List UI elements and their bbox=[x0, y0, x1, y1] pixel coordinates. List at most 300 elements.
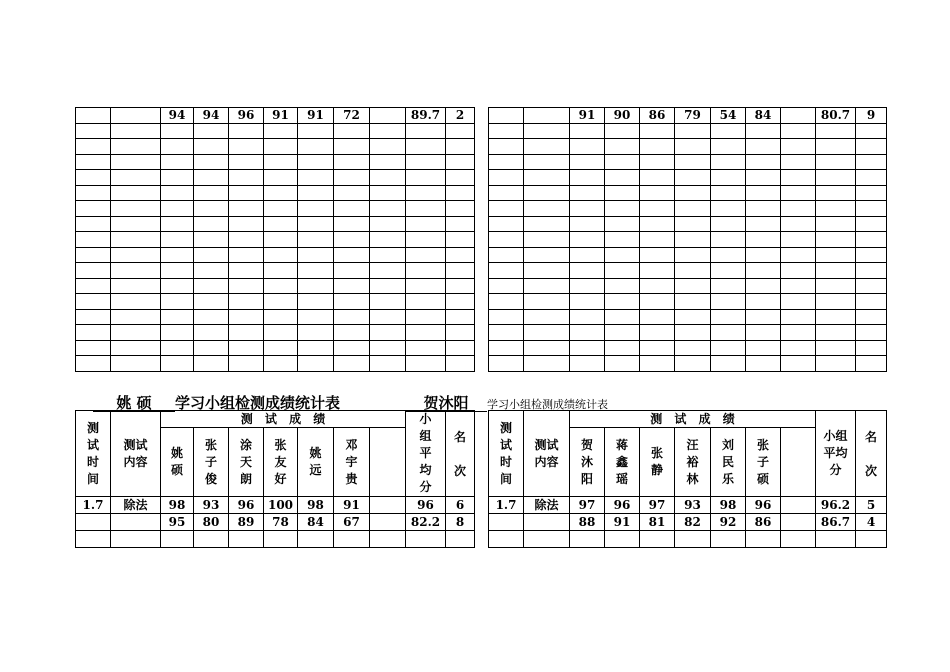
table-cell bbox=[446, 185, 475, 201]
table-cell bbox=[406, 154, 446, 170]
table-cell bbox=[524, 170, 570, 186]
table-gap-cell bbox=[475, 123, 489, 139]
table-cell bbox=[675, 170, 711, 186]
table-cell bbox=[446, 139, 475, 155]
table-cell bbox=[334, 325, 370, 341]
table-cell bbox=[489, 170, 524, 186]
table-cell bbox=[446, 216, 475, 232]
table-cell bbox=[570, 278, 605, 294]
group2-data-cell: 88 bbox=[570, 514, 605, 531]
table-cell bbox=[570, 294, 605, 310]
table-cell bbox=[298, 247, 334, 263]
table-cell bbox=[264, 170, 298, 186]
group2-data-cell: 4 bbox=[856, 514, 887, 531]
top-table-empty-row bbox=[76, 139, 887, 155]
table-cell bbox=[570, 154, 605, 170]
table-cell bbox=[264, 201, 298, 217]
table-cell bbox=[524, 201, 570, 217]
group2-member-name: 张 子 硕 bbox=[746, 428, 781, 497]
table-cell bbox=[111, 294, 161, 310]
table-cell bbox=[194, 123, 229, 139]
table-gap-cell bbox=[475, 263, 489, 279]
group1-data-cell: 84 bbox=[298, 514, 334, 531]
group1-member-name: 涂 天 朗 bbox=[229, 428, 264, 497]
table-cell bbox=[161, 325, 194, 341]
table-cell bbox=[746, 247, 781, 263]
table-cell bbox=[334, 263, 370, 279]
table-cell bbox=[76, 216, 111, 232]
table-cell bbox=[640, 139, 675, 155]
group1-data-cell: 67 bbox=[334, 514, 370, 531]
group1-header-time: 测 试 时 间 bbox=[76, 411, 111, 497]
table-cell bbox=[816, 216, 856, 232]
table-cell bbox=[856, 309, 887, 325]
table-cell bbox=[675, 263, 711, 279]
table-cell bbox=[524, 263, 570, 279]
table-cell bbox=[781, 356, 816, 372]
top-table-empty-row bbox=[76, 154, 887, 170]
table-cell bbox=[711, 278, 746, 294]
table-cell bbox=[370, 108, 406, 124]
group2-member-name: 汪 裕 林 bbox=[675, 428, 711, 497]
table-cell bbox=[711, 139, 746, 155]
table-cell bbox=[229, 216, 264, 232]
table-cell bbox=[605, 216, 640, 232]
group2-member-name: 贺 沐 阳 bbox=[570, 428, 605, 497]
table-cell bbox=[640, 154, 675, 170]
group-header-row bbox=[76, 411, 887, 428]
table-cell bbox=[746, 340, 781, 356]
table-cell bbox=[816, 340, 856, 356]
table-cell bbox=[334, 123, 370, 139]
group1-data-cell bbox=[406, 531, 446, 548]
table-cell bbox=[781, 325, 816, 341]
table-cell bbox=[76, 185, 111, 201]
table-cell bbox=[406, 170, 446, 186]
table-cell bbox=[711, 216, 746, 232]
group1-header-content: 测试 内容 bbox=[111, 411, 161, 497]
table-cell: 80.7 bbox=[816, 108, 856, 124]
group1-header-scores: 测 试 成 绩 bbox=[161, 411, 406, 428]
table-cell: 91 bbox=[298, 108, 334, 124]
group1-data-cell: 98 bbox=[161, 497, 194, 514]
table-cell bbox=[746, 232, 781, 248]
table-cell bbox=[489, 108, 524, 124]
table-cell bbox=[781, 428, 816, 497]
table-cell bbox=[229, 356, 264, 372]
table-cell bbox=[264, 123, 298, 139]
table-cell bbox=[229, 294, 264, 310]
group1-member-name: 姚 硕 bbox=[161, 428, 194, 497]
table-cell bbox=[406, 263, 446, 279]
group-data-row bbox=[76, 497, 887, 514]
table-cell bbox=[640, 170, 675, 186]
table-cell bbox=[229, 340, 264, 356]
table-cell bbox=[570, 201, 605, 217]
table-cell bbox=[406, 278, 446, 294]
table-cell bbox=[570, 232, 605, 248]
table-cell bbox=[229, 154, 264, 170]
table-cell bbox=[446, 123, 475, 139]
table-cell bbox=[370, 123, 406, 139]
table-cell bbox=[570, 139, 605, 155]
table-cell bbox=[229, 185, 264, 201]
table-cell bbox=[675, 294, 711, 310]
table-gap-cell bbox=[475, 170, 489, 186]
table-cell bbox=[264, 309, 298, 325]
group1-data-cell bbox=[76, 531, 111, 548]
table-cell bbox=[264, 185, 298, 201]
group2-data-cell: 82 bbox=[675, 514, 711, 531]
table-cell bbox=[370, 309, 406, 325]
table-gap-cell bbox=[475, 278, 489, 294]
table-cell: 2 bbox=[446, 108, 475, 124]
table-cell bbox=[675, 340, 711, 356]
group1-member-name: 张 友 好 bbox=[264, 428, 298, 497]
table-cell bbox=[711, 123, 746, 139]
table-cell bbox=[76, 340, 111, 356]
top-table-empty-row bbox=[76, 309, 887, 325]
table-gap-cell bbox=[475, 497, 489, 514]
table-cell bbox=[711, 325, 746, 341]
table-cell bbox=[746, 139, 781, 155]
group2-data-cell bbox=[711, 531, 746, 548]
table-cell bbox=[264, 325, 298, 341]
table-cell bbox=[570, 340, 605, 356]
table-cell bbox=[570, 247, 605, 263]
group1-data-cell: 78 bbox=[264, 514, 298, 531]
table-cell bbox=[446, 247, 475, 263]
table-cell bbox=[640, 201, 675, 217]
table-cell bbox=[605, 123, 640, 139]
group2-header-avg: 小组 平均 分 bbox=[816, 411, 856, 497]
group2-data-cell bbox=[489, 514, 524, 531]
group1-data-cell bbox=[111, 531, 161, 548]
table-cell bbox=[406, 340, 446, 356]
table-cell bbox=[111, 325, 161, 341]
table-cell bbox=[489, 294, 524, 310]
table-cell bbox=[816, 170, 856, 186]
table-cell bbox=[298, 154, 334, 170]
table-cell bbox=[711, 309, 746, 325]
table-cell bbox=[856, 294, 887, 310]
group2-data-cell bbox=[781, 531, 816, 548]
table-cell bbox=[406, 232, 446, 248]
table-cell bbox=[446, 232, 475, 248]
table-cell bbox=[746, 356, 781, 372]
group2-data-cell: 除法 bbox=[524, 497, 570, 514]
table-cell bbox=[605, 294, 640, 310]
table-cell bbox=[111, 356, 161, 372]
table-cell bbox=[489, 216, 524, 232]
table-gap-cell bbox=[475, 411, 489, 497]
group2-data-cell: 81 bbox=[640, 514, 675, 531]
table-cell bbox=[298, 139, 334, 155]
table-cell bbox=[298, 232, 334, 248]
table-cell bbox=[781, 216, 816, 232]
group1-leader-name: 姚 硕 bbox=[93, 392, 175, 412]
table-cell bbox=[816, 356, 856, 372]
table-cell bbox=[76, 247, 111, 263]
table-cell bbox=[816, 232, 856, 248]
table-cell bbox=[194, 340, 229, 356]
group2-member-name: 蒋 鑫 瑶 bbox=[605, 428, 640, 497]
group1-data-cell: 98 bbox=[298, 497, 334, 514]
table-gap-cell bbox=[475, 531, 489, 548]
table-cell bbox=[856, 185, 887, 201]
table-cell bbox=[675, 325, 711, 341]
table-cell bbox=[446, 201, 475, 217]
group2-member-name: 张 静 bbox=[640, 428, 675, 497]
table-cell bbox=[161, 263, 194, 279]
table-cell bbox=[856, 216, 887, 232]
table-cell bbox=[161, 170, 194, 186]
table-cell bbox=[229, 325, 264, 341]
group1-member-name: 邓 宇 贵 bbox=[334, 428, 370, 497]
table-cell bbox=[605, 325, 640, 341]
table-cell bbox=[76, 232, 111, 248]
group2-data-cell bbox=[524, 514, 570, 531]
table-cell bbox=[856, 154, 887, 170]
table-cell bbox=[76, 325, 111, 341]
table-cell bbox=[298, 201, 334, 217]
group1-data-cell: 100 bbox=[264, 497, 298, 514]
table-cell bbox=[264, 278, 298, 294]
table-cell bbox=[446, 294, 475, 310]
top-table-empty-row bbox=[76, 232, 887, 248]
table-cell bbox=[161, 201, 194, 217]
table-cell bbox=[489, 309, 524, 325]
table-cell: 79 bbox=[675, 108, 711, 124]
table-cell bbox=[370, 428, 406, 497]
table-cell bbox=[570, 123, 605, 139]
table-cell bbox=[334, 309, 370, 325]
table-cell bbox=[675, 247, 711, 263]
table-cell bbox=[264, 139, 298, 155]
table-cell bbox=[781, 139, 816, 155]
table-cell bbox=[334, 139, 370, 155]
table-cell bbox=[640, 309, 675, 325]
table-cell bbox=[76, 154, 111, 170]
table-cell bbox=[334, 170, 370, 186]
table-cell bbox=[570, 356, 605, 372]
group2-header-time: 测 试 时 间 bbox=[489, 411, 524, 497]
table-cell bbox=[264, 263, 298, 279]
table-cell bbox=[229, 201, 264, 217]
table-cell bbox=[298, 185, 334, 201]
table-cell bbox=[370, 201, 406, 217]
table-cell bbox=[675, 201, 711, 217]
group2-header-rank: 名 次 bbox=[856, 411, 887, 497]
table-cell bbox=[194, 263, 229, 279]
table-cell bbox=[161, 232, 194, 248]
table-cell bbox=[856, 139, 887, 155]
table-gap-cell bbox=[475, 340, 489, 356]
table-cell bbox=[334, 216, 370, 232]
table-cell bbox=[605, 185, 640, 201]
table-cell bbox=[746, 170, 781, 186]
group2-data-cell: 91 bbox=[605, 514, 640, 531]
table-cell bbox=[370, 356, 406, 372]
table-cell bbox=[406, 123, 446, 139]
table-cell bbox=[406, 309, 446, 325]
top-table-empty-row bbox=[76, 356, 887, 372]
table-cell bbox=[298, 356, 334, 372]
table-cell bbox=[489, 247, 524, 263]
table-cell bbox=[406, 139, 446, 155]
table-cell bbox=[229, 139, 264, 155]
table-cell bbox=[334, 294, 370, 310]
table-cell bbox=[605, 278, 640, 294]
group2-data-cell bbox=[781, 497, 816, 514]
table-cell bbox=[161, 154, 194, 170]
table-cell bbox=[856, 356, 887, 372]
table-cell: 90 bbox=[605, 108, 640, 124]
group1-data-cell bbox=[76, 514, 111, 531]
table-cell bbox=[111, 170, 161, 186]
table-gap-cell bbox=[475, 232, 489, 248]
table-cell bbox=[76, 309, 111, 325]
table-cell bbox=[675, 309, 711, 325]
table-cell bbox=[370, 216, 406, 232]
table-cell bbox=[856, 263, 887, 279]
table-cell bbox=[856, 340, 887, 356]
table-cell bbox=[194, 185, 229, 201]
group1-data-cell: 1.7 bbox=[76, 497, 111, 514]
table-cell bbox=[406, 247, 446, 263]
table-cell bbox=[489, 123, 524, 139]
table-cell: 94 bbox=[194, 108, 229, 124]
table-cell bbox=[229, 232, 264, 248]
group2-data-cell: 5 bbox=[856, 497, 887, 514]
table-cell bbox=[406, 201, 446, 217]
table-cell bbox=[675, 185, 711, 201]
table-cell bbox=[489, 325, 524, 341]
table-cell bbox=[781, 154, 816, 170]
top-table-empty-row bbox=[76, 201, 887, 217]
group1-header-rank: 名 次 bbox=[446, 411, 475, 497]
table-cell bbox=[640, 232, 675, 248]
table-cell bbox=[781, 309, 816, 325]
table-cell bbox=[816, 325, 856, 341]
table-cell bbox=[298, 294, 334, 310]
table-cell bbox=[781, 247, 816, 263]
table-cell bbox=[570, 309, 605, 325]
table-cell bbox=[816, 294, 856, 310]
table-cell bbox=[264, 232, 298, 248]
group1-member-name: 张 子 俊 bbox=[194, 428, 229, 497]
table-cell bbox=[194, 232, 229, 248]
table-cell bbox=[111, 185, 161, 201]
table-cell bbox=[334, 340, 370, 356]
table-cell bbox=[524, 325, 570, 341]
table-cell bbox=[161, 123, 194, 139]
table-cell: 89.7 bbox=[406, 108, 446, 124]
group2-data-cell: 86.7 bbox=[816, 514, 856, 531]
table-cell bbox=[111, 139, 161, 155]
group1-data-cell: 95 bbox=[161, 514, 194, 531]
table-cell bbox=[675, 356, 711, 372]
table-cell bbox=[111, 154, 161, 170]
table-cell bbox=[111, 247, 161, 263]
table-cell bbox=[76, 278, 111, 294]
table-cell bbox=[229, 123, 264, 139]
table-gap-cell bbox=[475, 216, 489, 232]
group1-data-cell bbox=[334, 531, 370, 548]
table-cell bbox=[194, 170, 229, 186]
table-cell bbox=[194, 216, 229, 232]
table-cell bbox=[640, 340, 675, 356]
group2-header-content: 测试 内容 bbox=[524, 411, 570, 497]
table-cell bbox=[334, 201, 370, 217]
table-cell bbox=[524, 123, 570, 139]
table-cell bbox=[264, 216, 298, 232]
table-cell bbox=[334, 247, 370, 263]
table-cell bbox=[524, 278, 570, 294]
table-cell bbox=[229, 263, 264, 279]
table-cell bbox=[370, 340, 406, 356]
table-cell: 84 bbox=[746, 108, 781, 124]
table-cell bbox=[605, 139, 640, 155]
group1-data-cell: 82.2 bbox=[406, 514, 446, 531]
table-cell bbox=[524, 232, 570, 248]
table-cell bbox=[524, 309, 570, 325]
table-cell bbox=[524, 108, 570, 124]
table-cell: 96 bbox=[229, 108, 264, 124]
table-cell bbox=[111, 201, 161, 217]
table-cell bbox=[489, 340, 524, 356]
table-cell bbox=[640, 216, 675, 232]
table-cell bbox=[816, 123, 856, 139]
table-cell bbox=[111, 108, 161, 124]
table-gap-cell bbox=[475, 294, 489, 310]
table-cell bbox=[298, 170, 334, 186]
group1-data-cell: 89 bbox=[229, 514, 264, 531]
table-cell bbox=[640, 278, 675, 294]
table-cell bbox=[746, 123, 781, 139]
table-cell bbox=[605, 340, 640, 356]
table-cell bbox=[781, 340, 816, 356]
table-cell bbox=[194, 309, 229, 325]
table-cell bbox=[711, 340, 746, 356]
table-cell bbox=[194, 139, 229, 155]
table-cell bbox=[489, 356, 524, 372]
group2-data-cell: 97 bbox=[640, 497, 675, 514]
table-cell bbox=[781, 123, 816, 139]
group2-data-cell: 92 bbox=[711, 514, 746, 531]
table-cell bbox=[194, 247, 229, 263]
group1-data-cell bbox=[370, 514, 406, 531]
table-cell bbox=[605, 263, 640, 279]
table-cell bbox=[746, 263, 781, 279]
table-cell bbox=[334, 356, 370, 372]
group1-title-suffix: 学习小组检测成绩统计表 bbox=[175, 394, 341, 412]
table-gap-cell bbox=[475, 309, 489, 325]
group2-data-cell: 98 bbox=[711, 497, 746, 514]
table-cell bbox=[194, 154, 229, 170]
table-cell bbox=[76, 201, 111, 217]
table-cell bbox=[781, 185, 816, 201]
group2-data-cell: 96.2 bbox=[816, 497, 856, 514]
group2-data-cell: 86 bbox=[746, 514, 781, 531]
top-table-empty-row bbox=[76, 185, 887, 201]
table-cell bbox=[524, 247, 570, 263]
table-cell bbox=[781, 201, 816, 217]
group1-data-cell bbox=[446, 531, 475, 548]
table-cell bbox=[76, 170, 111, 186]
group1-data-cell bbox=[229, 531, 264, 548]
group1-data-cell bbox=[111, 514, 161, 531]
